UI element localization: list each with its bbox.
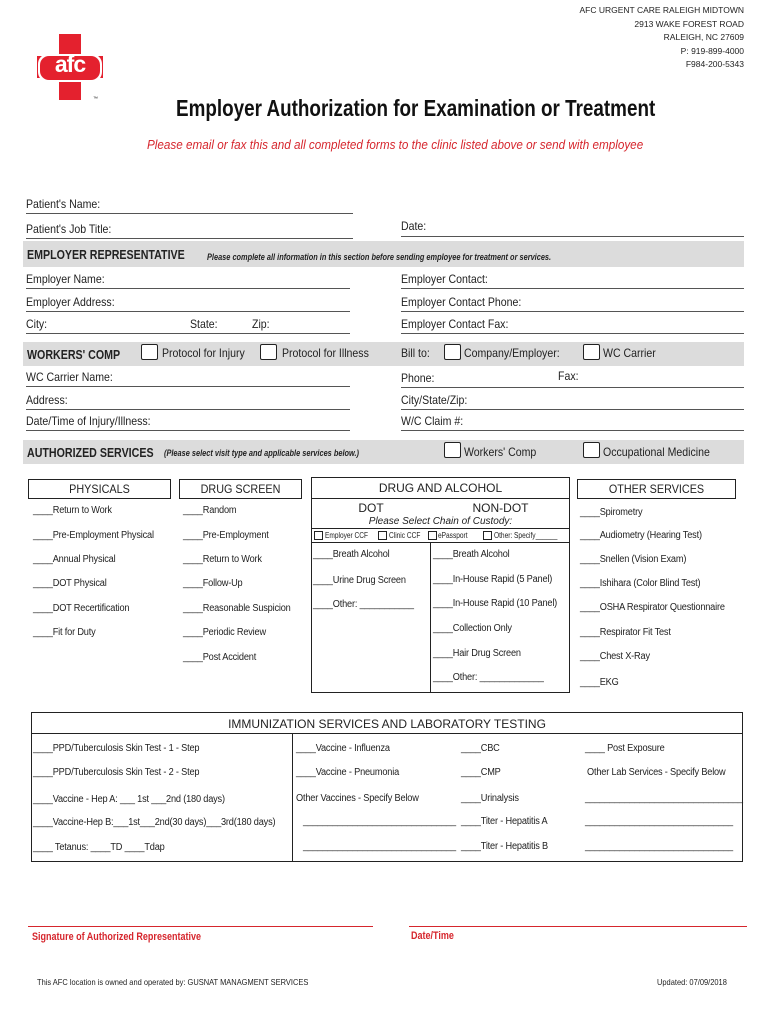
drug-item: ____Post Accident: [183, 652, 257, 663]
carrier-label: WC Carrier: [603, 346, 656, 360]
physicals-item: ____DOT Physical: [33, 578, 107, 589]
employer-contact-label: Employer Contact:: [401, 272, 488, 286]
injury-date-label: Date/Time of Injury/Illness:: [26, 414, 151, 428]
city-line[interactable]: [26, 333, 350, 334]
occ-med-checkbox[interactable]: [583, 442, 600, 458]
form-title: Employer Authorization for Examination or Treatment: [176, 95, 656, 121]
alcohol-title: DRUG AND ALCOHOL: [378, 481, 503, 495]
physicals-title: PHYSICALS: [69, 482, 130, 496]
chain-employer-ccf: Employer CCF: [325, 531, 369, 540]
chain-employer-ccf-checkbox[interactable]: [314, 531, 323, 540]
other-item: ____Respirator Fit Test: [580, 627, 671, 638]
immun-col4-item: ______________________________: [585, 841, 733, 852]
employer-address-line[interactable]: [26, 311, 350, 312]
employer-note: Please complete all information in this section before sending employee for treatment or services.: [207, 252, 552, 262]
nondot-item: ____Breath Alcohol: [433, 549, 510, 560]
immun-col1-item: ____PPD/Tuberculosis Skin Test - 2 - Step: [33, 767, 200, 778]
other-title: OTHER SERVICES: [608, 482, 705, 496]
physicals-item: ____Pre-Employment Physical: [33, 530, 154, 541]
employer-contact-fax-label: Employer Contact Fax:: [401, 317, 509, 331]
chain-other: Other: Specify______: [494, 531, 558, 540]
carrier-name-label: WC Carrier Name:: [26, 370, 113, 384]
wc-phone-line[interactable]: [401, 387, 744, 388]
occ-med-label: Occupational Medicine: [603, 445, 710, 459]
footer-owner: This AFC location is owned and operated by: GUSNAT MANAGMENT SERVICES: [37, 977, 309, 987]
claim-line[interactable]: [401, 430, 744, 431]
nondot-item: ____In-House Rapid (5 Panel): [433, 574, 553, 585]
chain-bottom-divider: [311, 542, 570, 543]
drug-title: DRUG SCREEN: [200, 482, 281, 496]
immun-col4-item: Other Lab Services - Specify Below: [587, 767, 726, 778]
carrier-checkbox[interactable]: [583, 344, 600, 360]
authorized-heading: AUTHORIZED SERVICES: [27, 445, 154, 460]
other-item: ____Audiometry (Hearing Test): [580, 530, 702, 541]
immun-col3-item: ____CBC: [461, 743, 500, 754]
nondot-item: ____Collection Only: [433, 623, 512, 634]
immun-col3-item: ____CMP: [461, 767, 501, 778]
workers-comp-label: Workers' Comp: [464, 445, 537, 459]
injury-label: Protocol for Injury: [162, 346, 245, 360]
injury-checkbox[interactable]: [141, 344, 158, 360]
drug-item: ____Random: [183, 505, 237, 516]
footer-updated: Updated: 07/09/2018: [657, 977, 727, 987]
afc-logo: [37, 34, 103, 100]
workers-heading: WORKERS' COMP: [27, 347, 121, 362]
nondot-item: ____Hair Drug Screen: [433, 648, 521, 659]
employer-name-label: Employer Name:: [26, 272, 105, 286]
illness-checkbox[interactable]: [260, 344, 277, 360]
immun-col4-item: ____ Post Exposure: [585, 743, 665, 754]
chain-divider: [311, 528, 570, 529]
immun-col2-item: ____Vaccine - Influenza: [296, 743, 390, 754]
state-label: State:: [190, 317, 218, 331]
patient-job-label: Patient's Job Title:: [26, 222, 112, 236]
workers-comp-checkbox[interactable]: [444, 442, 461, 458]
immun-col3-item: ____Urinalysis: [461, 793, 519, 804]
wc-phone-label: Phone:: [401, 371, 435, 385]
physicals-item: ____Return to Work: [33, 505, 112, 516]
chain-label: Please Select Chain of Custody:: [368, 516, 513, 527]
drug-item: ____Reasonable Suspicion: [183, 603, 291, 614]
billto-label: Bill to:: [401, 346, 430, 360]
company-checkbox[interactable]: [444, 344, 461, 360]
chain-epassport-checkbox[interactable]: [428, 531, 437, 540]
drug-item: ____Follow-Up: [183, 578, 243, 589]
clinic-name: AFC URGENT CARE RALEIGH MIDTOWN: [579, 5, 744, 15]
illness-label: Protocol for Illness: [282, 346, 369, 360]
immun-title: IMMUNIZATION SERVICES AND LABORATORY TESTING: [228, 717, 546, 731]
employer-contact-line[interactable]: [401, 288, 744, 289]
chain-clinic-ccf-checkbox[interactable]: [378, 531, 387, 540]
signature-line[interactable]: [28, 926, 373, 927]
clinic-city: RALEIGH, NC 27609: [663, 32, 744, 42]
chain-clinic-ccf: Clinic CCF: [389, 531, 421, 540]
dot-title: DOT: [358, 501, 384, 515]
dot-nondot-divider: [430, 543, 431, 693]
physicals-item: ____Annual Physical: [33, 554, 116, 565]
patient-name-line[interactable]: [26, 213, 353, 214]
csz-label: City/State/Zip:: [401, 393, 468, 407]
claim-label: W/C Claim #:: [401, 414, 464, 428]
clinic-street: 2913 WAKE FOREST ROAD: [634, 18, 744, 29]
dot-item: ____Breath Alcohol: [313, 549, 390, 560]
other-item: ____Chest X-Ray: [580, 651, 650, 662]
physicals-header: [28, 479, 171, 499]
other-item: ____OSHA Respirator Questionnaire: [580, 602, 725, 613]
immun-col3-item: ____Titer - Hepatitis B: [461, 841, 548, 852]
form-subtitle: Please email or fax this and all completed forms to the clinic listed above or send with employee: [147, 137, 644, 152]
csz-line[interactable]: [401, 409, 744, 410]
wc-fax-label: Fax:: [558, 369, 579, 383]
clinic-fax: F984-200-5343: [685, 59, 744, 69]
employer-contact-phone-line[interactable]: [401, 311, 744, 312]
city-label: City:: [26, 317, 48, 331]
drug-item: ____Pre-Employment: [183, 530, 269, 541]
logo-text: afc: [54, 51, 86, 77]
employer-contact-fax-line[interactable]: [401, 333, 744, 334]
authorized-note: (Please select visit type and applicable services below.): [164, 448, 359, 458]
employer-contact-phone-label: Employer Contact Phone:: [401, 295, 522, 309]
physicals-item: ____Fit for Duty: [33, 627, 96, 638]
dot-item: ____Other: ___________: [313, 599, 414, 610]
immun-col2-item: _______________________________: [303, 841, 456, 852]
drug-header: [179, 479, 302, 499]
other-item: ____EKG: [580, 677, 619, 688]
immun-col2-item: ____Vaccine - Pneumonia: [296, 767, 400, 778]
chain-epassport: ePassport: [438, 531, 468, 540]
immun-col1-item: ____Vaccine-Hep B:___1st___2nd(30 days)___3rd(180 days): [33, 817, 276, 828]
immun-box: [31, 712, 743, 862]
date-line[interactable]: [401, 236, 744, 237]
wc-address-label: Address:: [26, 393, 68, 407]
alcohol-divider: [311, 498, 570, 499]
chain-other-checkbox[interactable]: [483, 531, 492, 540]
nondot-title: NON-DOT: [472, 501, 529, 515]
clinic-address: [579, 4, 744, 72]
immun-col1-item: ____ Tetanus: ____TD ____Tdap: [33, 842, 165, 853]
nondot-item: ____In-House Rapid (10 Panel): [433, 598, 558, 609]
other-item: ____Ishihara (Color Blind Test): [580, 578, 701, 589]
immun-col1-item: ____Vaccine - Hep A: ___ 1st ___2nd (180 days): [33, 794, 225, 805]
employer-name-line[interactable]: [26, 288, 350, 289]
wc-address-line[interactable]: [26, 409, 350, 410]
immun-col4-item: ________________________________: [585, 793, 743, 804]
company-label: Company/Employer:: [464, 346, 560, 360]
dot-item: ____Urine Drug Screen: [313, 575, 406, 586]
nondot-item: ____Other: _____________: [433, 672, 544, 683]
immun-col4-item: ______________________________: [585, 816, 733, 827]
immun-col-divider: [292, 734, 293, 862]
employer-heading: EMPLOYER REPRESENTATIVE: [27, 247, 185, 262]
other-item: ____Snellen (Vision Exam): [580, 554, 687, 565]
drug-item: ____Return to Work: [183, 554, 262, 565]
injury-date-line[interactable]: [26, 430, 350, 431]
employer-address-label: Employer Address:: [26, 295, 115, 309]
physicals-item: ____DOT Recertification: [33, 603, 130, 614]
immun-col1-item: ____PPD/Tuberculosis Skin Test - 1 - Step: [33, 743, 200, 754]
immun-col2-item: Other Vaccines - Specify Below: [296, 793, 419, 804]
patient-job-line[interactable]: [26, 238, 353, 239]
other-item: ____Spirometry: [580, 507, 643, 518]
other-header: [577, 479, 736, 499]
zip-label: Zip:: [252, 317, 270, 331]
datetime-label: Date/Time: [411, 930, 454, 942]
drug-item: ____Periodic Review: [183, 627, 266, 638]
clinic-phone: P: 919-899-4000: [680, 45, 744, 56]
signature-label: Signature of Authorized Representative: [32, 931, 202, 943]
carrier-name-line[interactable]: [26, 386, 350, 387]
immun-col2-item: _______________________________: [303, 816, 456, 827]
patient-name-label: Patient's Name:: [26, 197, 101, 211]
date-label: Date:: [401, 219, 427, 233]
trademark: ™: [93, 96, 98, 102]
immun-divider: [31, 733, 743, 734]
immun-col3-item: ____Titer - Hepatitis A: [461, 816, 548, 827]
datetime-line[interactable]: [409, 926, 747, 927]
